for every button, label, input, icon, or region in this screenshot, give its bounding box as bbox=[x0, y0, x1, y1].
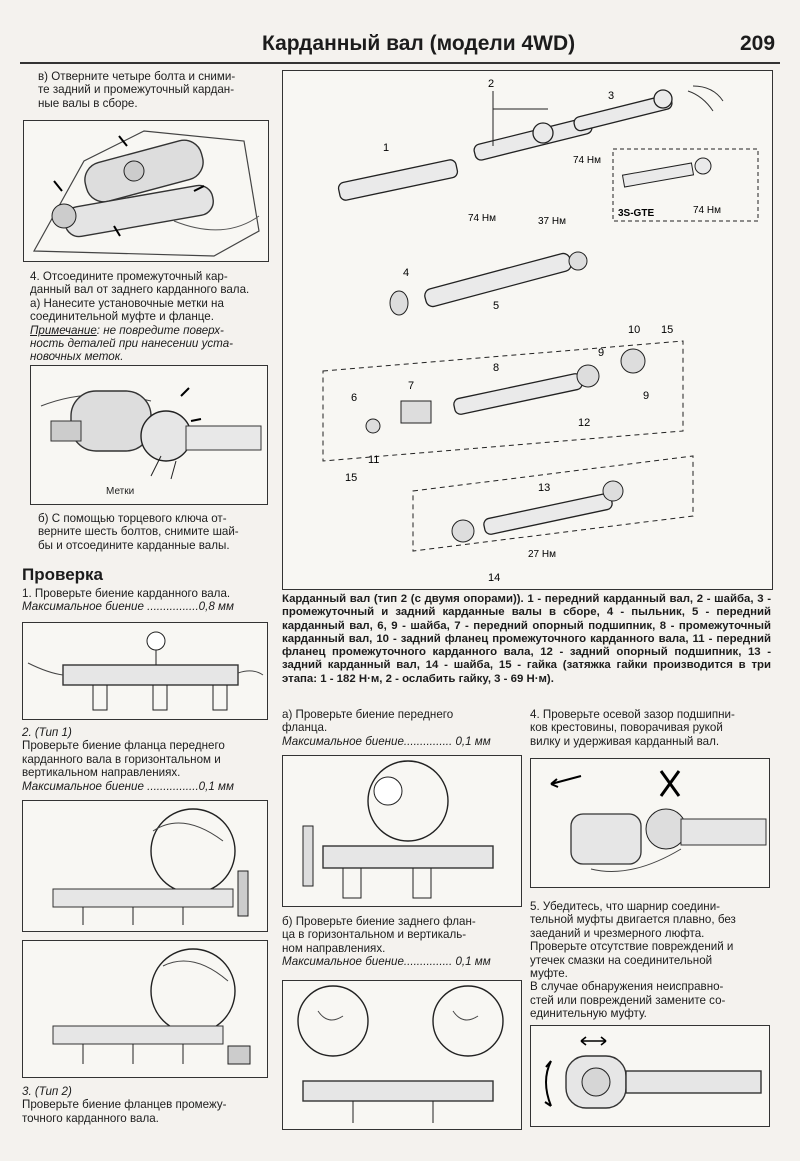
bearing-play-illustration bbox=[531, 759, 768, 886]
label-3: 3 bbox=[608, 90, 615, 102]
label-9a: 9 bbox=[598, 347, 605, 359]
figure-bearing-play bbox=[530, 758, 770, 888]
figure-front-flange-check bbox=[282, 755, 522, 907]
label-13: 13 bbox=[538, 482, 551, 494]
label-2: 2 bbox=[488, 78, 495, 90]
label-4: 4 bbox=[403, 267, 410, 279]
rear-shaft-removal-illustration bbox=[24, 121, 267, 260]
figure-rear-flange-check bbox=[282, 980, 522, 1130]
marks-label: Метки bbox=[106, 486, 135, 497]
figure-shaft-runout bbox=[22, 622, 268, 720]
label-12: 12 bbox=[578, 417, 591, 429]
torque-37: 37 Нм bbox=[538, 216, 566, 227]
driveshaft-exploded-view bbox=[283, 71, 771, 588]
torque-74c: 74 Нм bbox=[693, 205, 721, 216]
label-11: 11 bbox=[368, 454, 380, 466]
figure-alignment-marks bbox=[30, 365, 268, 505]
figure-flange-runout-1 bbox=[22, 800, 268, 932]
label-14: 14 bbox=[488, 572, 501, 584]
rear-flange-check-illustration bbox=[283, 981, 520, 1128]
label-15b: 15 bbox=[345, 472, 358, 484]
coupling-check-illustration bbox=[531, 1026, 768, 1125]
step-b-text: б) С помощью торцевого ключа от- верните шесть болтов, снимите шай- бы и отсоедините карданные валы. bbox=[38, 512, 239, 552]
step-b-middle-text: б) Проверьте биение заднего флан- ца в горизонтальном и вертикаль- ном направлениях. Максимальное биение............... 0,1 мм bbox=[282, 915, 491, 969]
check-1-text: 1. Проверьте биение карданного вала. Максимальное биение ................0,8 мм bbox=[22, 587, 234, 614]
torque-74a: 74 Нм bbox=[468, 213, 496, 224]
figure-coupling-check bbox=[530, 1025, 770, 1127]
label-6: 6 bbox=[351, 392, 358, 404]
front-shaft-1 bbox=[337, 159, 458, 202]
step-5-text: 5. Убедитесь, что шарнир соедини- тельной муфты двигается плавно, без заеданий и чрезмерного люфта. Проверьте отсутствие повреждений и утечек смазки на соединительной муфте. В случае обнаружения неисправно- стей или повреждений замените со- единительную муфту. bbox=[530, 900, 736, 1021]
check-2-text: 2. (Тип 1) Проверьте биение фланца переднего карданного вала в горизонтальном и вертикальном направлениях. Максимальное биение ................0,1 мм bbox=[22, 726, 234, 793]
label-15a: 15 bbox=[661, 324, 674, 336]
label-1: 1 bbox=[383, 142, 390, 154]
header-rule bbox=[20, 62, 780, 64]
figure-rear-shaft-removal bbox=[23, 120, 269, 262]
torque-74b: 74 Нм bbox=[573, 155, 601, 166]
step-a-text: а) Проверьте биение переднего фланца. Максимальное биение............... 0,1 мм bbox=[282, 708, 491, 748]
label-9b: 9 bbox=[643, 390, 650, 402]
shaft-runout-illustration bbox=[23, 623, 266, 718]
step-v-text: в) Отверните четыре болта и сними- те задний и промежуточный кардан- ные валы в сборе. bbox=[38, 70, 236, 110]
label-5: 5 bbox=[493, 300, 500, 312]
step-4-text: 4. Отсоедините промежуточный кар- данный вал от заднего карданного вала. а) Нанесите установочные метки на соединительной муфте и фланце. Примечание: не повредите поверх- ность деталей при нанесении уста- новочных меток. bbox=[30, 270, 250, 364]
label-7: 7 bbox=[408, 380, 415, 392]
page-title: Карданный вал (модели 4WD) bbox=[262, 32, 576, 55]
torque-27: 27 Нм bbox=[528, 549, 556, 560]
label-8: 8 bbox=[493, 362, 500, 374]
rear-shaft-13 bbox=[483, 493, 613, 536]
engine-label: 3S-GTE bbox=[618, 208, 655, 219]
exploded-diagram bbox=[282, 70, 773, 590]
page-number: 209 bbox=[740, 32, 776, 55]
intermediate-shaft-8 bbox=[453, 373, 583, 416]
label-10: 10 bbox=[628, 324, 641, 336]
section-title: Проверка bbox=[22, 565, 104, 584]
flange-runout-2-illustration bbox=[23, 941, 266, 1076]
diagram-caption: Карданный вал (тип 2 (с двумя опорами)). 1 - передний карданный вал, 2 - шайба, 3 - промежуточный и задний карданные валы в сборе, 4 - пыльник, 5 - передний карданный вал, 6, 9 - шайба, 7 - передний опорный подшипник, 8 - промежуточный карданный вал, 10 - задний фланец промежуточного карданного вала, 11 - передний фланец промежуточного карданного вала, 12 - задний опорный подшипник, 13 - задний карданный вал, 14 - шайба, 15 - гайка (затяжка гайки производится в три этапа: 1 - 182 Н·м, 2 - ослабить гайку, 3 - 69 Н·м). bbox=[282, 593, 771, 685]
flange-runout-1-illustration bbox=[23, 801, 266, 930]
front-flange-check-illustration bbox=[283, 756, 520, 905]
check-3-text: 3. (Тип 2) Проверьте биение фланцев промежу- точного карданного вала. bbox=[22, 1085, 227, 1125]
alignment-marks-illustration bbox=[31, 366, 266, 503]
step-4-right-text: 4. Проверьте осевой зазор подшипни- ков крестовины, поворачивая рукой вилку и удерживая карданный вал. bbox=[530, 708, 735, 748]
figure-flange-runout-2 bbox=[22, 940, 268, 1078]
